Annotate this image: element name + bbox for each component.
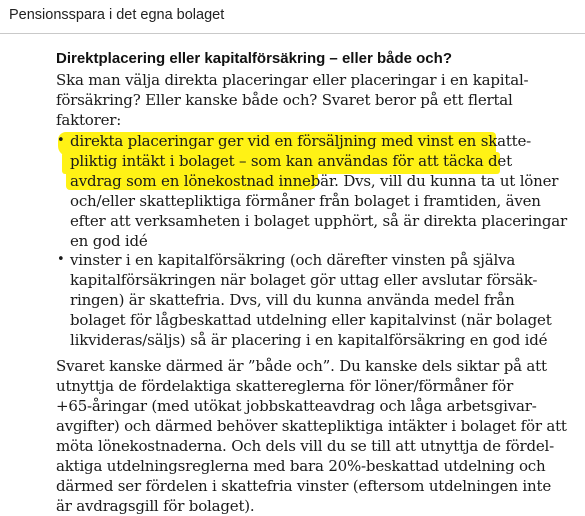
intro-line: faktorer: <box>56 111 122 129</box>
section-heading: Direktplacering eller kapitalförsäkring – eller både och? <box>56 50 452 67</box>
bullet-line: pliktig intäkt i bolaget – som kan användas för att täcka det <box>70 152 512 170</box>
intro-line: försäkring? Eller kanske både och? Svaret beror på ett flertal <box>56 91 513 109</box>
paragraph-line: utnyttja de fördelaktiga skattereglerna för löner/förmåner för <box>56 377 514 395</box>
bullet-line: och/eller skattepliktiga förmåner från bolaget i framtiden, även <box>70 192 541 210</box>
paragraph-line: därmed ser fördelen i skattefria vinster (eftersom utdelningen inte <box>56 477 551 495</box>
bullet-line: vinster i en kapitalförsäkring (och därefter vinsten på själva <box>70 251 516 269</box>
bullet-marker: • <box>57 252 65 267</box>
paragraph-line: är avdragsgill för bolaget). <box>56 497 255 515</box>
bullet-marker: • <box>57 133 65 148</box>
paragraph-line: avgifter) och därmed behöver skattepliktiga intäkter i bolaget för att <box>56 417 567 435</box>
paragraph-line: Svaret kanske därmed är ”både och”. Du kanske dels siktar på att <box>56 357 547 375</box>
document-title: Pensionsspara i det egna bolaget <box>9 7 225 23</box>
bullet-line: efter att verksamheten i bolaget upphört, så är direkta placeringar <box>70 212 568 230</box>
bullet-line: ringen) är skattefria. Dvs, vill du kunna använda medel från <box>70 291 515 309</box>
bullet-line: likvideras/säljs) så är placering i en kapitalförsäkring en god idé <box>70 331 548 349</box>
paragraph-line: möta lönekostnaderna. Och dels vill du se till att utnyttja de fördel- <box>56 437 555 455</box>
bullet-line: kapitalförsäkringen när bolaget gör uttag eller avslutar försäk- <box>70 271 538 289</box>
bullet-line: bolaget för lågbeskattad utdelning eller kapitalvinst (när bolaget <box>70 311 552 329</box>
intro-line: Ska man välja direkta placeringar eller placeringar i en kapital- <box>56 71 529 89</box>
paragraph-line: +65-åringar (med utökat jobbskatteavdrag och låga arbetsgivar- <box>56 397 537 415</box>
bullet-line: en god idé <box>70 232 148 250</box>
bullet-line: avdrag som en lönekostnad innebär. Dvs, vill du kunna ta ut löner <box>70 172 559 190</box>
divider <box>0 33 585 34</box>
paragraph-line: aktiga utdelningsreglerna med bara 20%-beskattad utdelning och <box>56 457 546 475</box>
bullet-line: direkta placeringar ger vid en försäljning med vinst en skatte- <box>70 132 532 150</box>
